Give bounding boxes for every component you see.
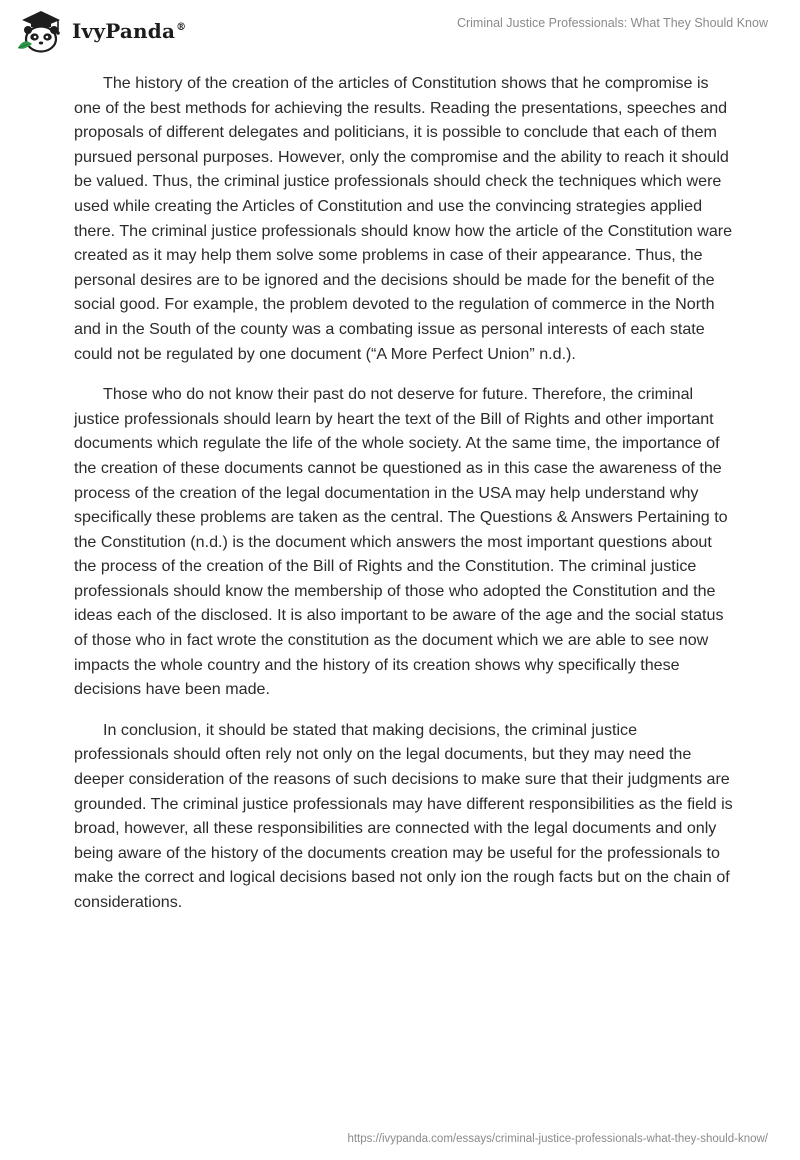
essay-body (74, 71, 736, 931)
paragraph: The history of the creation of the articles of Constitution shows that he compromise is one of the best methods for achieving the results. Reading the presentations, speeches and proposals of different delegates and politicians, it is possible to conclude that each of them pursued personal purposes. However, only the compromise and the ability to reach it should be valued. Thus, the criminal justice professionals should check the techniques which were used while creating the Articles of Constitution and use the convincing strategies applied there. The criminal justice professionals should know how the article of the Constitution ware created as it may help them solve some problems in case of their appearance. Thus, the personal desires are to be ignored and the decisions should be made for the benefit of the social good. For example, the problem devoted to the regulation of commerce in the North and in the South of the county was a combating issue as personal interests of each state could not be regulated by one document (“A More Perfect Union” n.d.). (74, 74, 733, 363)
paragraph: Those who do not know their past do not deserve for future. Therefore, the criminal justice professionals should learn by heart the text of the Bill of Rights and other important documents which regulate the life of the whole society. At the same time, the importance of the creation of these documents cannot be questioned as in this case the awareness of the process of the creation of the legal documentation in the USA may help understand why specifically these problems are taken as the central. The Questions & Answers Pertaining to the Constitution (n.d.) is the document which answers the most important questions about the process of the creation of the Bill of Rights and the Constitution. The criminal justice professionals should know the membership of those who adopted the Constitution and the ideas each of the disclosed. It is also important to be aware of the age and the social status of those who in fact wrote the constitution as the document which we are able to see now impacts the whole country and the history of its creation shows why specifically these decisions have been made. (74, 385, 728, 699)
page-header (0, 0, 800, 64)
source-url-link[interactable]: https://ivypanda.com/essays/criminal-justice-professionals-what-they-should-know/ (347, 1133, 768, 1145)
document-title: Criminal Justice Professionals: What They Should Know (456, 16, 768, 30)
brand-name: IvyPanda® (72, 19, 187, 43)
logo[interactable] (14, 6, 186, 56)
panda-graduation-cap-icon (14, 6, 68, 56)
paragraph: In conclusion, it should be stated that making decisions, the criminal justice professionals should often rely not only on the legal documents, but they may need the deeper consideration of the reasons of such decisions to make sure that their judgments are grounded. The criminal justice professionals may have different responsibilities as the field is broad, however, all these responsibilities are connected with the legal documents and only being aware of the history of the documents creation may be useful for the professionals to make the correct and logical decisions based not only ion the rough facts but on the chain of considerations. (74, 720, 733, 911)
registered-mark: ® (176, 22, 187, 34)
